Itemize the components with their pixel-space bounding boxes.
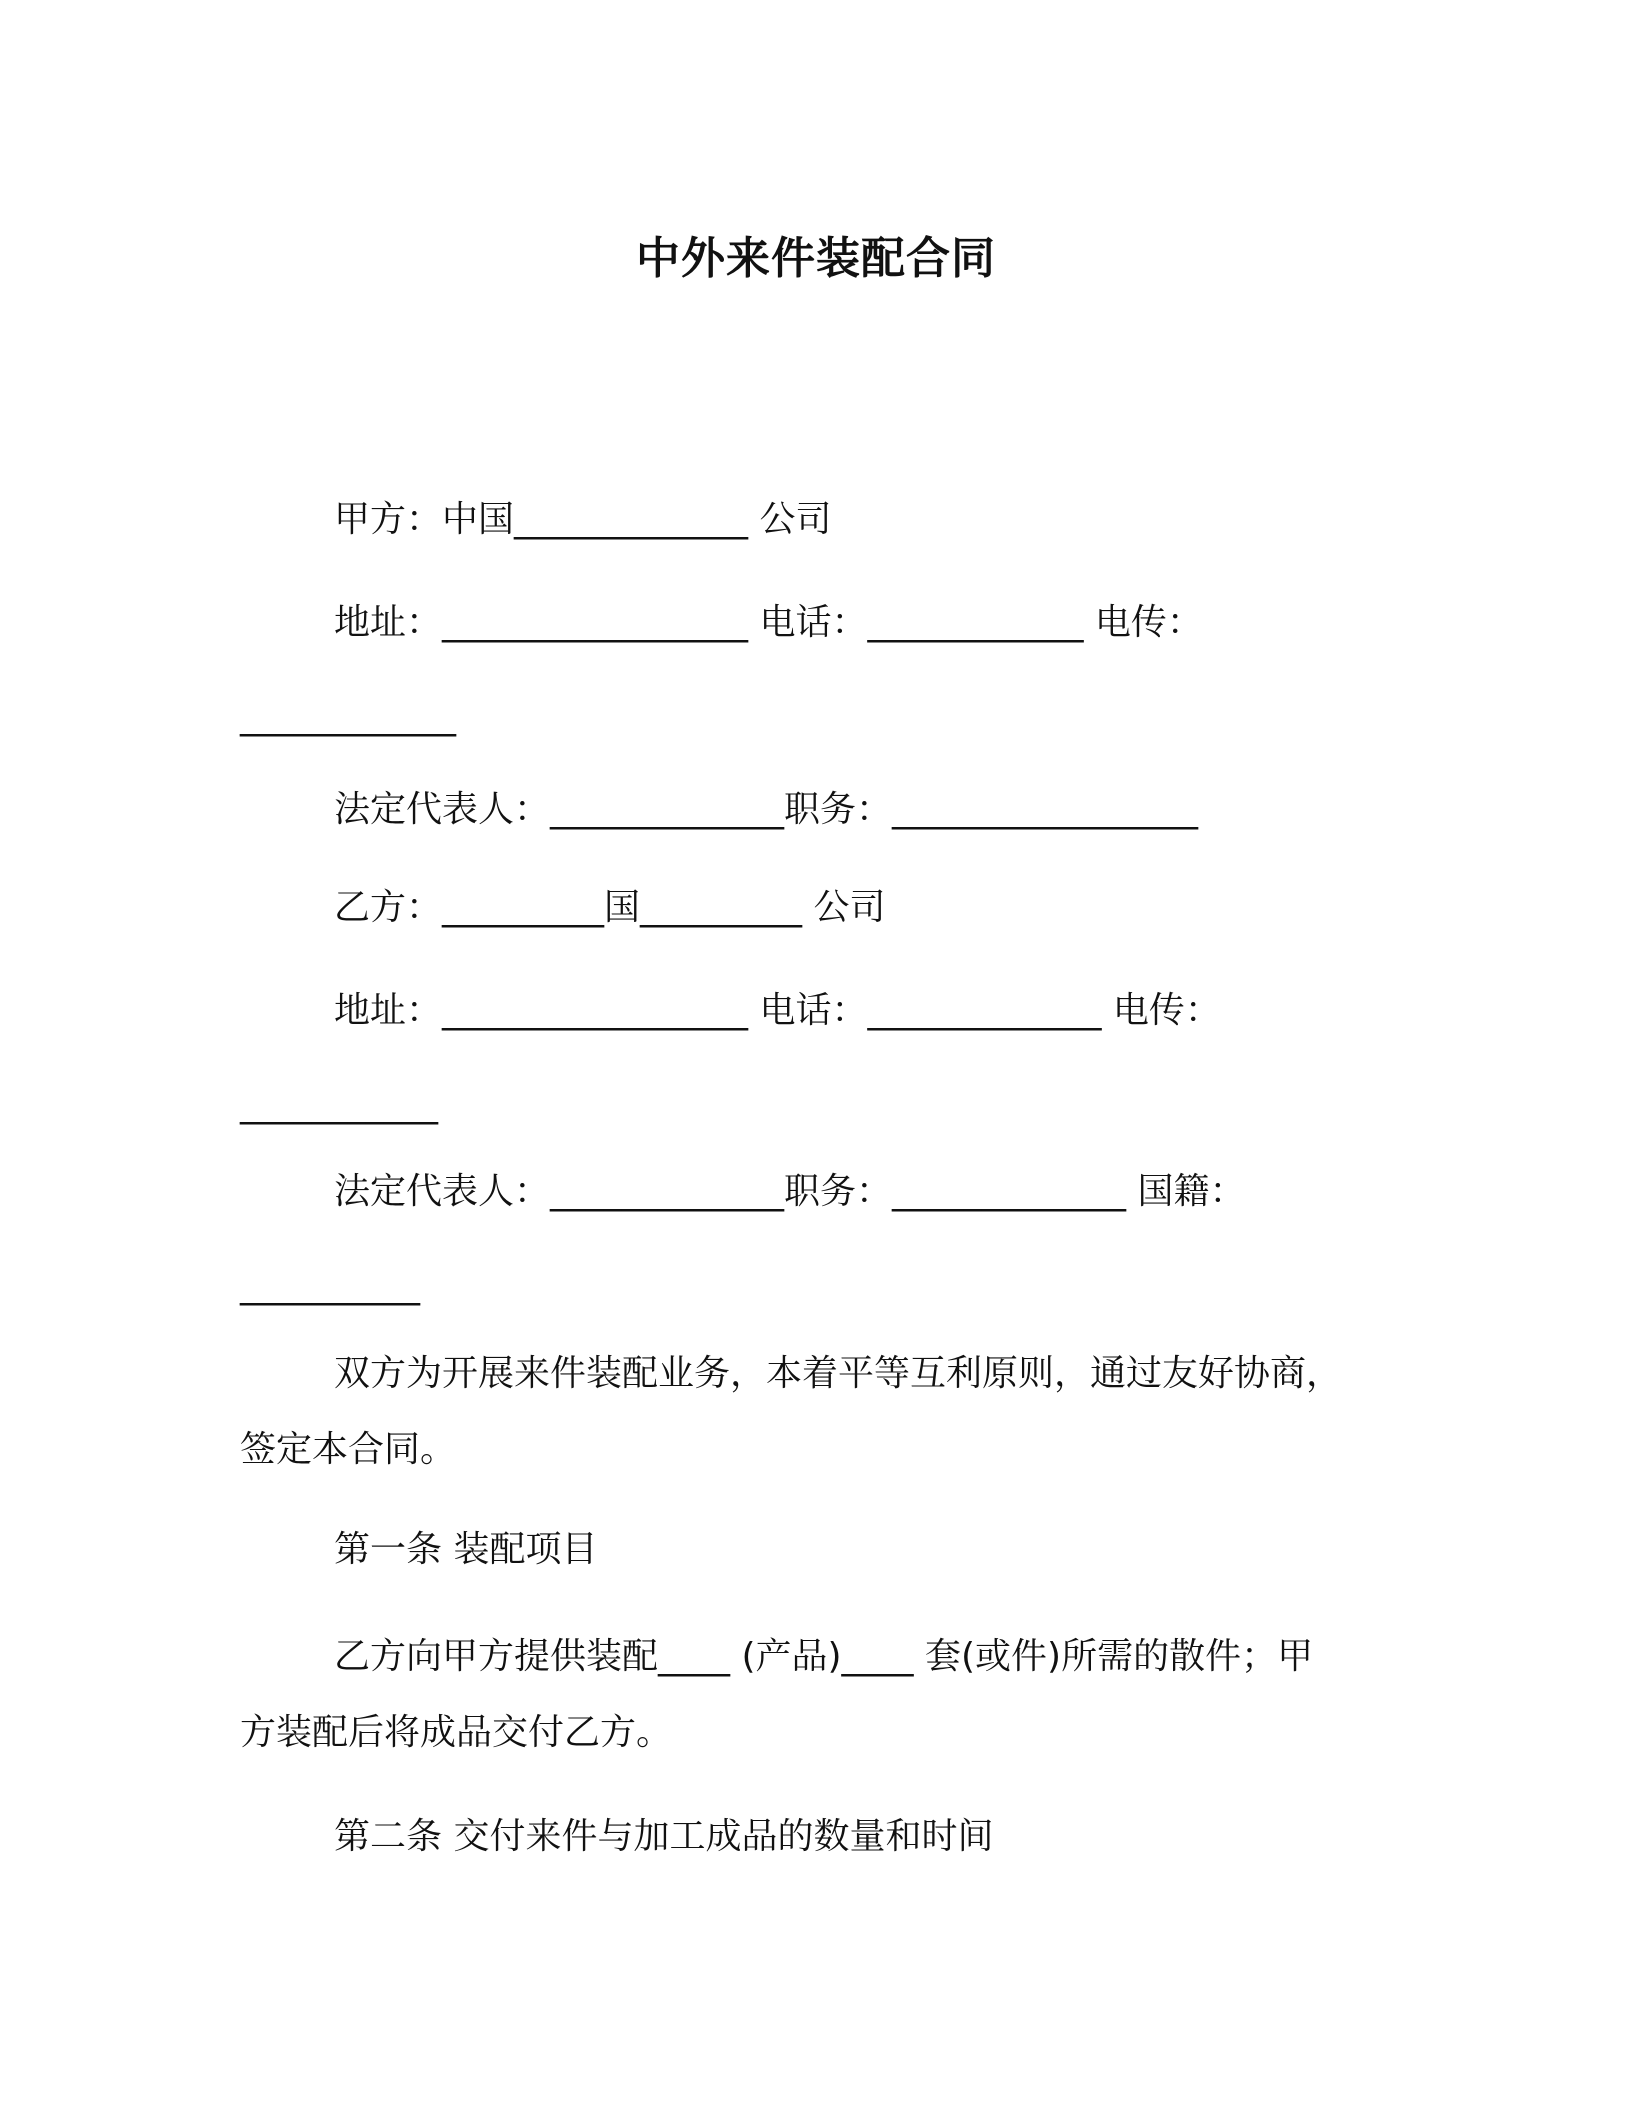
document-title: 中外来件装配合同 bbox=[636, 233, 996, 284]
party-a-name-line: 甲方：中国_____________ 公司 bbox=[334, 499, 832, 540]
party-b-representative-line: 法定代表人：_____________职务：_____________ 国籍： bbox=[334, 1171, 1246, 1212]
party-a-representative-line: 法定代表人：_____________职务：_________________ bbox=[334, 789, 1199, 830]
party-b-fax-blank: ___________ bbox=[240, 1084, 438, 1125]
article-1-body-line-1: 乙方向甲方提供装配____ (产品)____ 套(或件)所需的散件；甲 bbox=[334, 1636, 1314, 1677]
party-a-fax-blank: ____________ bbox=[240, 696, 456, 737]
article-1-body-line-2: 方装配后将成品交付乙方。 bbox=[240, 1712, 673, 1753]
party-b-nationality-blank: __________ bbox=[240, 1265, 420, 1306]
party-b-name-line: 乙方：_________国_________ 公司 bbox=[334, 887, 886, 928]
article-2-heading: 第二条 交付来件与加工成品的数量和时间 bbox=[334, 1816, 994, 1857]
preamble-line-2: 签定本合同。 bbox=[240, 1429, 457, 1470]
preamble-line-1: 双方为开展来件装配业务，本着平等互利原则，通过友好协商， bbox=[334, 1353, 1343, 1394]
party-a-address-line: 地址：_________________ 电话：____________ 电传： bbox=[334, 602, 1203, 643]
article-1-heading: 第一条 装配项目 bbox=[334, 1529, 598, 1570]
party-b-address-line: 地址：_________________ 电话：_____________ 电传： bbox=[334, 990, 1221, 1031]
